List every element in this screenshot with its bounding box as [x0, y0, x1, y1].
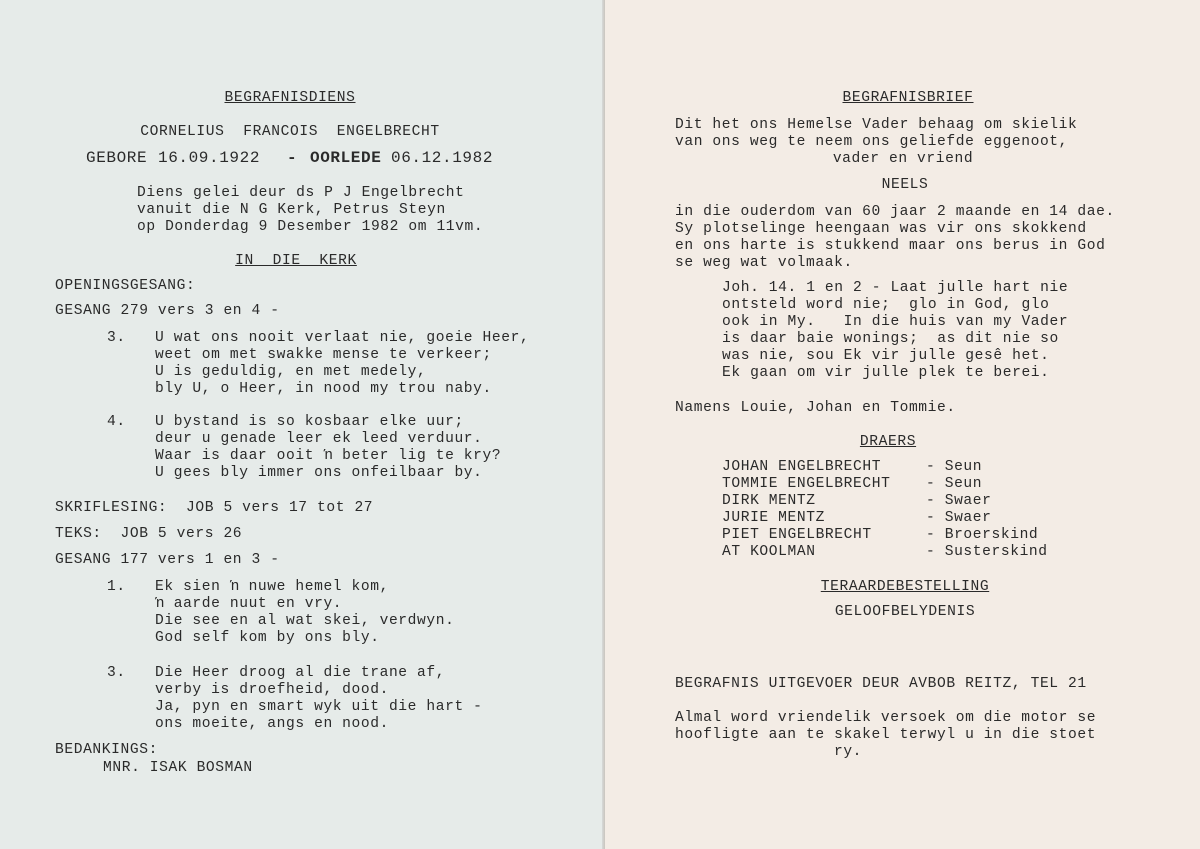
- verse-line: Ja, pyn en smart wyk uit die hart -: [155, 699, 483, 715]
- bearer-name: DIRK MENTZ: [722, 493, 816, 509]
- right-page: [605, 0, 1200, 849]
- verse-line: weet om met swakke mense te verkeer;: [155, 347, 492, 363]
- verse-line: U gees bly immer ons onfeilbaar by.: [155, 465, 483, 481]
- scripture-reading: SKRIFLESING: JOB 5 vers 17 tot 27: [55, 500, 374, 516]
- date-separator: -: [287, 149, 298, 167]
- bearer-relation: - Seun: [926, 476, 983, 492]
- thanks-name: MNR. ISAK BOSMAN: [103, 760, 253, 776]
- scripture-line: is daar baie wonings; as dit nie so: [722, 331, 1059, 347]
- intro-line: vader en vriend: [832, 151, 974, 167]
- service-line: vanuit die N G Kerk, Petrus Steyn: [137, 202, 446, 218]
- verse-line: U is geduldig, en met medely,: [155, 364, 427, 380]
- sermon-text: TEKS: JOB 5 vers 26: [55, 526, 243, 542]
- intro-line: Dit het ons Hemelse Vader behaag om skielik: [675, 117, 1078, 133]
- body-line: Sy plotselinge heengaan was vir ons skokkend: [675, 221, 1087, 237]
- died-label: OORLEDE: [310, 149, 382, 167]
- deceased-name: CORNELIUS FRANCOIS ENGELBRECHT: [140, 124, 440, 140]
- born-date: 16.09.1922: [158, 149, 261, 167]
- scripture-line: Joh. 14. 1 en 2 - Laat julle hart nie: [722, 280, 1069, 296]
- church-heading: IN DIE KERK: [235, 253, 357, 269]
- verse-number: 1.: [107, 579, 126, 595]
- scripture-line: Ek gaan om vir julle plek te berei.: [722, 365, 1050, 381]
- scripture-line: ook in My. In die huis van my Vader: [722, 314, 1069, 330]
- bearer-relation: - Swaer: [926, 493, 992, 509]
- intro-line: van ons weg te neem ons geliefde eggenoot,: [675, 134, 1069, 150]
- verse-line: bly U, o Heer, in nood my trou naby.: [155, 381, 492, 397]
- verse-line: God self kom by ons bly.: [155, 630, 380, 646]
- burial-heading: TERAARDEBESTELLING: [820, 579, 990, 595]
- verse-line: Die Heer droog al die trane af,: [155, 665, 446, 681]
- verse-line: Die see en al wat skei, verdwyn.: [155, 613, 455, 629]
- bearer-name: AT KOOLMAN: [722, 544, 816, 560]
- scripture-line: was nie, sou Ek vir julle gesê het.: [722, 348, 1050, 364]
- bearers-heading: DRAERS: [859, 434, 917, 450]
- bearer-relation: - Broerskind: [926, 527, 1039, 543]
- body-line: in die ouderdom van 60 jaar 2 maande en 14 dae.: [675, 204, 1115, 220]
- service-line: Diens gelei deur ds P J Engelbrecht: [137, 185, 465, 201]
- hymn-1-reference: GESANG 279 vers 3 en 4 -: [55, 303, 280, 319]
- verse-line: deur u genade leer ek leed verduur.: [155, 431, 483, 447]
- verse-number: 3.: [107, 665, 126, 681]
- verse-line: verby is droefheid, dood.: [155, 682, 389, 698]
- service-title: BEGRAFNISDIENS: [224, 90, 356, 106]
- request-line: hoofligte aan te skakel terwyl u in die stoet: [675, 727, 1097, 743]
- verse-line: U bystand is so kosbaar elke uur;: [155, 414, 464, 430]
- undertaker-line: BEGRAFNIS UITGEVOER DEUR AVBOB REITZ, TEL 21: [675, 676, 1087, 692]
- service-line: op Donderdag 9 Desember 1982 om 11vm.: [137, 219, 484, 235]
- bearer-name: PIET ENGELBRECHT: [722, 527, 872, 543]
- bearer-name: JOHAN ENGELBRECHT: [722, 459, 882, 475]
- verse-line: Ek sien ŉ nuwe hemel kom,: [155, 579, 389, 595]
- verse-line: ons moeite, angs en nood.: [155, 716, 389, 732]
- verse-number: 4.: [107, 414, 126, 430]
- bearer-relation: - Seun: [926, 459, 983, 475]
- verse-line: Waar is daar ooit ŉ beter lig te kry?: [155, 448, 502, 464]
- request-line: Almal word vriendelik versoek om die motor se: [675, 710, 1097, 726]
- nickname: NEELS: [881, 177, 929, 193]
- born-label: GEBORE: [86, 149, 148, 167]
- creed: GELOOFBELYDENIS: [834, 604, 976, 620]
- letter-title: BEGRAFNISBRIEF: [842, 90, 974, 106]
- thanks-heading: BEDANKINGS:: [55, 742, 158, 758]
- died-date: 06.12.1982: [391, 149, 494, 167]
- scripture-line: ontsteld word nie; glo in God, glo: [722, 297, 1050, 313]
- verse-line: ŉ aarde nuut en vry.: [155, 596, 343, 612]
- bearer-relation: - Swaer: [926, 510, 992, 526]
- family-line: Namens Louie, Johan en Tommie.: [675, 400, 956, 416]
- request-line: ry.: [833, 744, 863, 760]
- verse-number: 3.: [107, 330, 126, 346]
- bearer-relation: - Susterskind: [926, 544, 1048, 560]
- bearer-name: JURIE MENTZ: [722, 510, 825, 526]
- opening-heading: OPENINGSGESANG:: [55, 278, 196, 294]
- verse-line: U wat ons nooit verlaat nie, goeie Heer,: [155, 330, 530, 346]
- hymn-2-reference: GESANG 177 vers 1 en 3 -: [55, 552, 280, 568]
- body-line: se weg wat volmaak.: [675, 255, 853, 271]
- body-line: en ons harte is stukkend maar ons berus in God: [675, 238, 1106, 254]
- bearer-name: TOMMIE ENGELBRECHT: [722, 476, 891, 492]
